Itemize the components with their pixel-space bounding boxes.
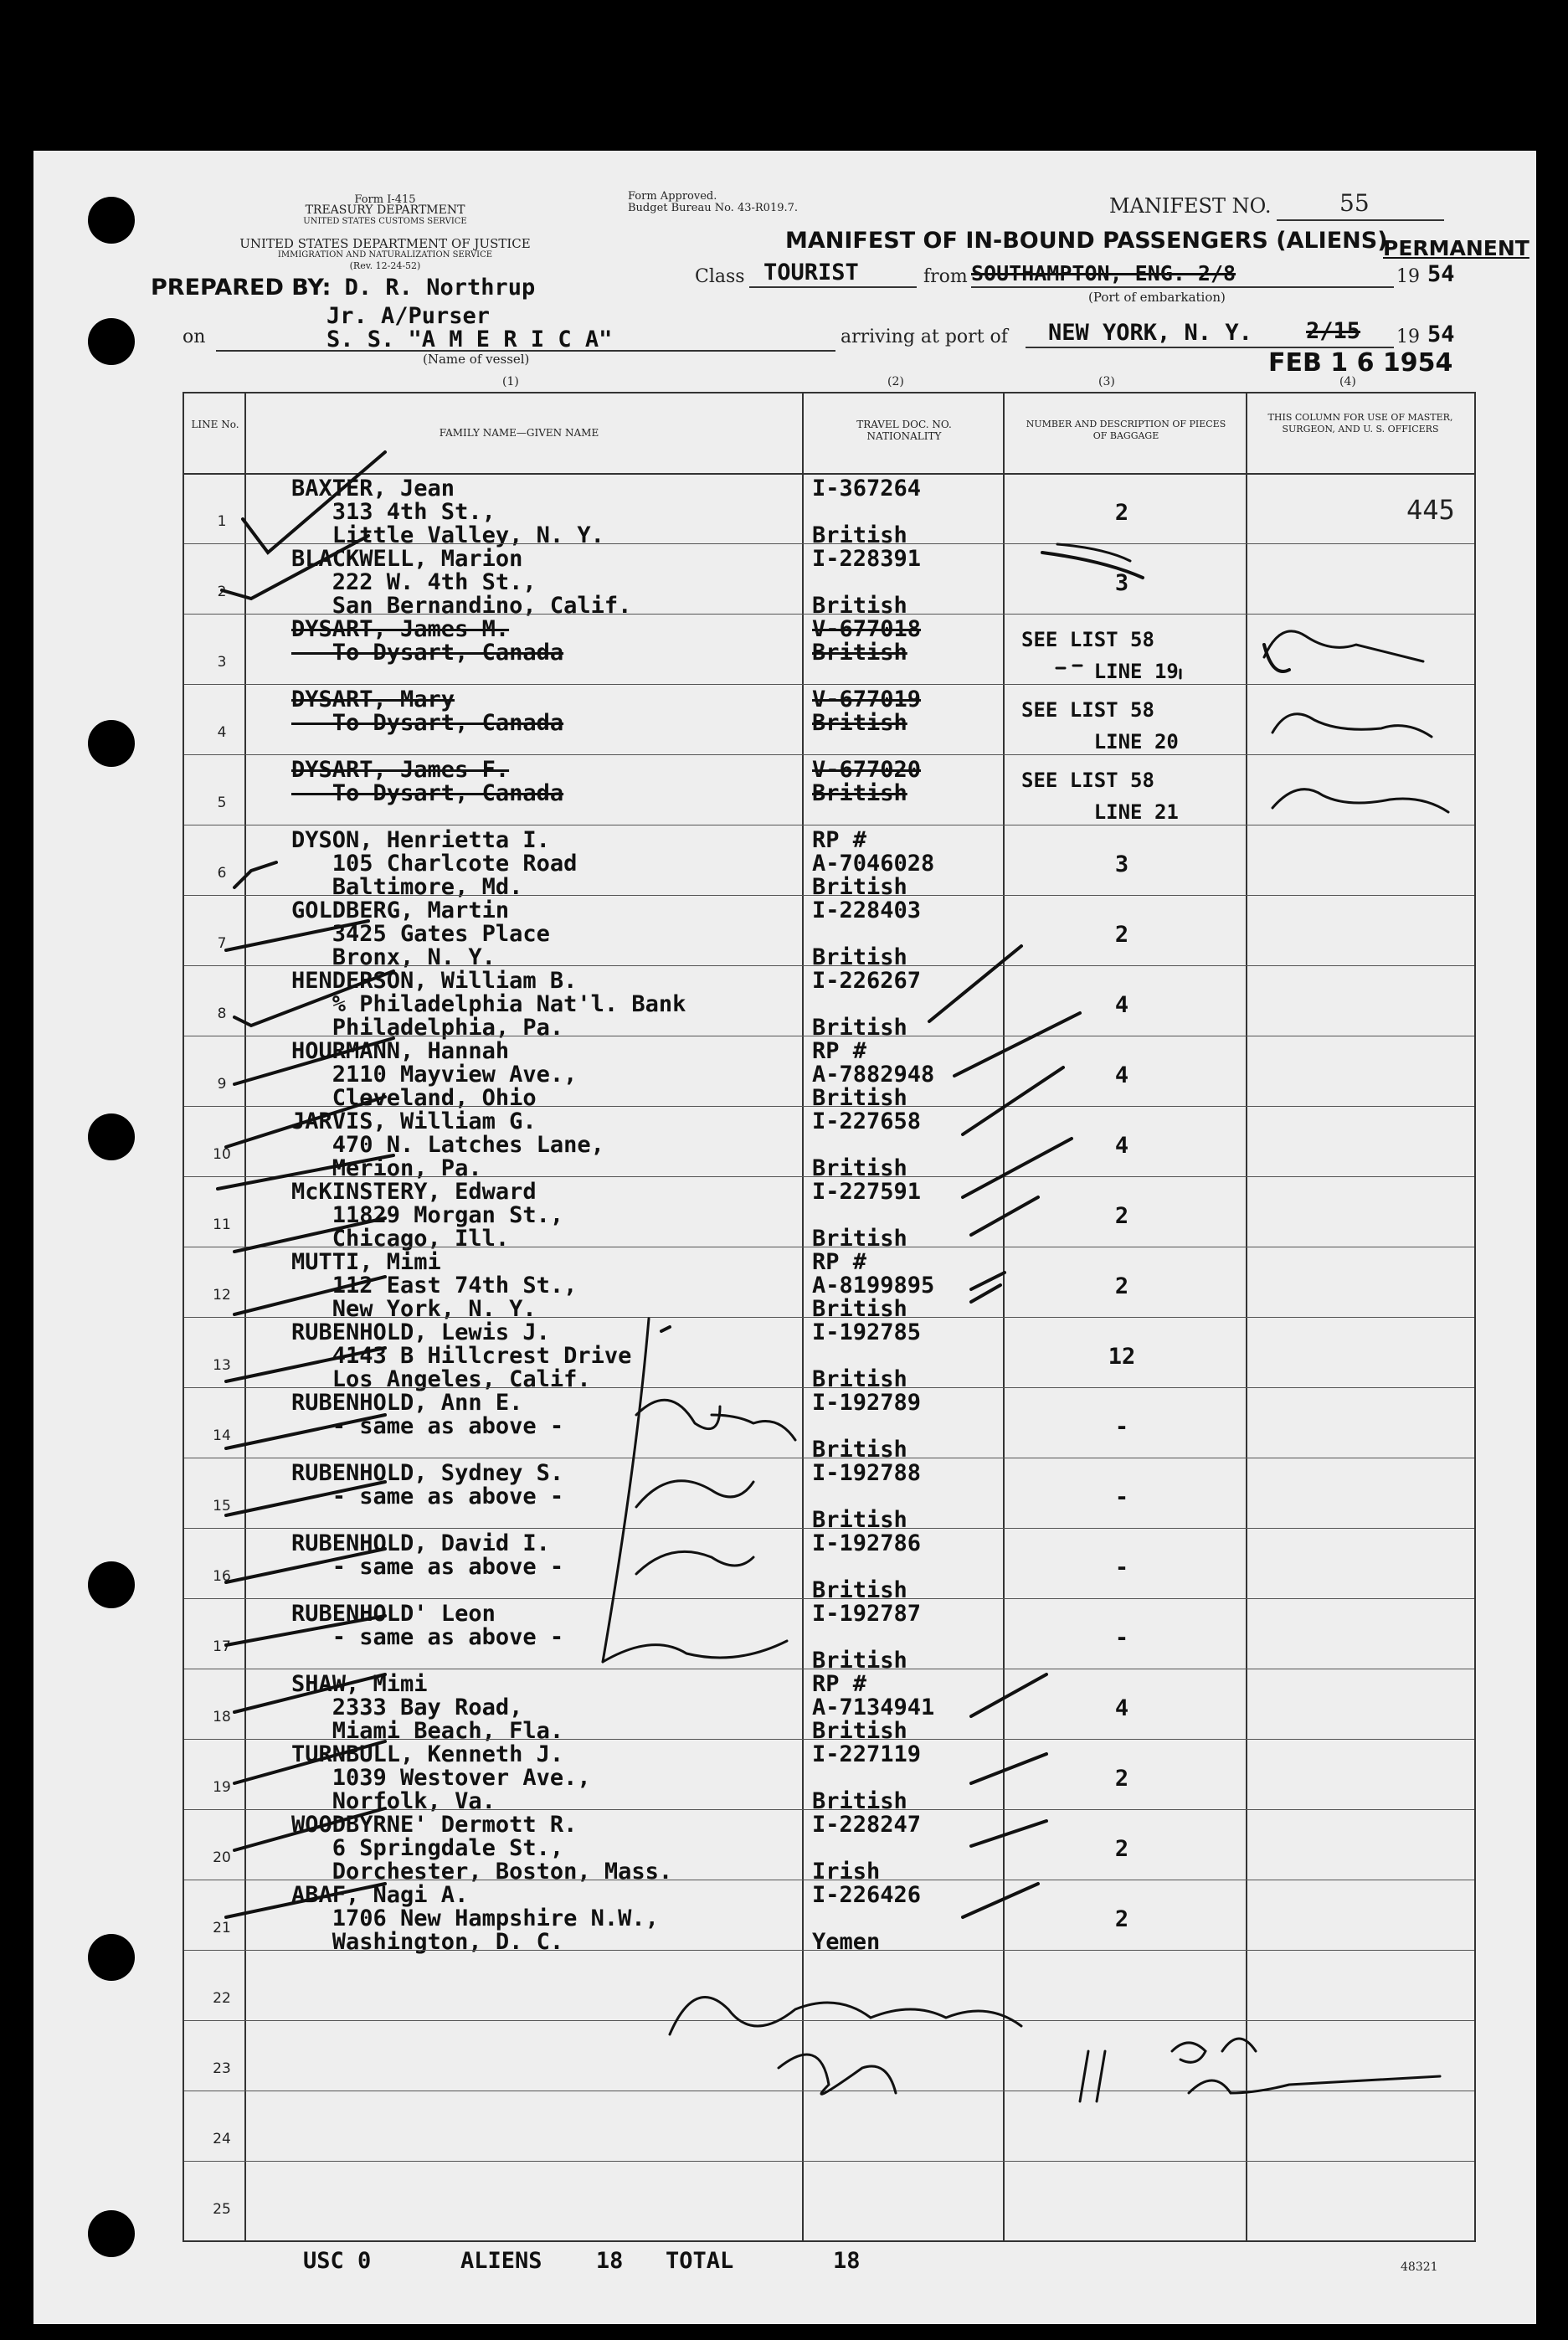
ins-service: IMMIGRATION AND NATURALIZATION SERVICE <box>277 250 493 260</box>
form-approved: Form Approved. <box>628 190 717 203</box>
passenger-address: 470 N. Latches Lane, <box>291 1132 604 1158</box>
passenger-address: Little Valley, N. Y. <box>291 522 604 548</box>
baggage-count: - <box>1114 1555 1129 1581</box>
passenger-address: 222 W. 4th St., <box>291 569 537 595</box>
revision: (Rev. 12-24-52) <box>349 260 421 271</box>
passenger-name: GOLDBERG, Martin <box>291 897 510 923</box>
line-number: 1 <box>217 513 227 530</box>
nationality: British <box>812 640 907 666</box>
baggage-count: 2 <box>1114 500 1129 526</box>
line-number: 4 <box>217 724 227 741</box>
form-number: Form I-415 <box>354 193 416 206</box>
nationality: Yemen <box>812 1929 881 1955</box>
travel-doc: RP # <box>812 827 867 853</box>
passenger-address: Los Angeles, Calif. <box>291 1366 591 1392</box>
line-number: 15 <box>213 1498 231 1515</box>
line-number: 3 <box>217 654 227 671</box>
line-number: 22 <box>213 1990 231 2007</box>
checkmarks <box>218 452 1289 1917</box>
line-number: 7 <box>217 935 227 952</box>
line-number: 16 <box>213 1568 231 1585</box>
line-number: 2 <box>217 584 227 600</box>
footer-usc: USC 0 <box>303 2248 372 2274</box>
baggage-count: SEE LIST 58 LINE 20 <box>1021 698 1179 753</box>
manifest-no-label: MANIFEST NO. <box>1109 194 1272 218</box>
passenger-name: TURNBULL, Kenneth J. <box>291 1741 564 1767</box>
vessel-name: S. S. "A M E R I C A" <box>326 327 613 352</box>
on-label: on <box>183 327 206 347</box>
arrival-date: 2/15 <box>1306 318 1361 344</box>
passenger-name: RUBENHOLD, Lewis J. <box>291 1319 550 1345</box>
travel-doc: RP # <box>812 1671 867 1697</box>
passenger-name: RUBENHOLD, Sydney S. <box>291 1460 564 1486</box>
baggage-count: 2 <box>1114 1906 1129 1932</box>
travel-doc: I-192788 <box>812 1460 922 1486</box>
justice-dept: UNITED STATES DEPARTMENT OF JUSTICE <box>239 236 531 251</box>
baggage-count: - <box>1114 1414 1129 1440</box>
passenger-address: Miami Beach, Fla. <box>291 1718 564 1744</box>
nationality: British <box>812 593 907 619</box>
prepared-by-label: PREPARED BY: <box>151 275 332 301</box>
nationality: British <box>812 1718 907 1744</box>
line-number: 19 <box>213 1779 231 1796</box>
passenger-name: HENDERSON, William B. <box>291 968 578 994</box>
passenger-name: DYSART, James M. <box>291 616 510 642</box>
line-number: 6 <box>217 865 227 882</box>
date-stamp: FEB 1 6 1954 <box>1268 348 1453 378</box>
passenger-name: McKINSTERY, Edward <box>291 1179 537 1205</box>
line-number: 8 <box>217 1005 227 1022</box>
year-label-2: 19 <box>1396 327 1420 347</box>
passenger-name: WOODBYRNE' Dermott R. <box>291 1812 578 1838</box>
baggage-count: - <box>1114 1625 1129 1651</box>
travel-doc: I-226426 <box>812 1882 922 1908</box>
passenger-name: BLACKWELL, Marion <box>291 546 523 572</box>
passenger-address: 1706 New Hampshire N.W., <box>291 1905 659 1931</box>
passenger-address: To Dysart, Canada <box>291 640 564 666</box>
passenger-name: RUBENHOLD' Leon <box>291 1601 496 1627</box>
baggage-ticks <box>1056 544 1180 678</box>
passenger-address: 6 Springdale St., <box>291 1835 564 1861</box>
passenger-address: - same as above - <box>291 1624 564 1650</box>
travel-doc: I-192787 <box>812 1601 922 1627</box>
travel-doc: V-677018 <box>812 616 922 642</box>
class-value: TOURIST <box>763 260 859 285</box>
passenger-address: San Bernandino, Calif. <box>291 593 632 619</box>
passenger-address: Chicago, Ill. <box>291 1226 510 1252</box>
col-name-header: FAMILY NAME—GIVEN NAME <box>439 427 599 439</box>
nationality: British <box>812 1015 907 1041</box>
passenger-address: 313 4th St., <box>291 499 496 525</box>
line-number: 17 <box>213 1638 231 1655</box>
nationality: British <box>812 1788 907 1814</box>
passenger-name: BAXTER, Jean <box>291 476 455 501</box>
year-label-1: 19 <box>1396 266 1420 287</box>
year-value-2: 54 <box>1427 321 1455 347</box>
passenger-name: HOURMANN, Hannah <box>291 1038 510 1064</box>
passenger-name: RUBENHOLD, Ann E. <box>291 1390 523 1416</box>
footer-aliens-count: 18 <box>595 2248 624 2274</box>
passenger-address: Dorchester, Boston, Mass. <box>291 1859 673 1885</box>
footer-total-label: TOTAL <box>666 2248 734 2274</box>
passenger-address: Cleveland, Ohio <box>291 1085 537 1111</box>
col-baggage-header: NUMBER AND DESCRIPTION OF PIECES OF BAGGAGE <box>1026 419 1226 441</box>
travel-doc: I-227119 <box>812 1741 922 1767</box>
travel-doc: A-7882948 <box>812 1062 935 1088</box>
passenger-name: ABAF, Nagi A. <box>291 1882 469 1908</box>
passenger-name: DYSART, Mary <box>291 687 455 712</box>
nationality: British <box>812 1437 907 1463</box>
nationality: British <box>812 522 907 548</box>
travel-doc: RP # <box>812 1249 867 1275</box>
baggage-count: 2 <box>1114 922 1129 948</box>
baggage-count: 12 <box>1108 1344 1136 1370</box>
prepared-by-name: D. R. Northrup <box>344 275 536 301</box>
nationality: British <box>812 1366 907 1392</box>
passenger-address: Merion, Pa. <box>291 1155 482 1181</box>
passenger-address: 1039 Westover Ave., <box>291 1765 591 1791</box>
bracket-relations <box>603 1319 795 1662</box>
baggage-count: 4 <box>1114 1062 1129 1088</box>
col-number-3: (3) <box>1098 375 1115 388</box>
baggage-count: 4 <box>1114 1133 1129 1159</box>
passenger-name: MUTTI, Mimi <box>291 1249 441 1275</box>
nationality: British <box>812 1577 907 1603</box>
travel-doc: I-227658 <box>812 1108 922 1134</box>
nationality: British <box>812 1296 907 1322</box>
baggage-count: 3 <box>1114 851 1129 877</box>
travel-doc: V-677019 <box>812 687 922 712</box>
nationality: British <box>812 1226 907 1252</box>
col-number-1: (1) <box>502 375 519 388</box>
travel-doc: A-8199895 <box>812 1273 935 1299</box>
passenger-address: 3425 Gates Place <box>291 921 550 947</box>
baggage-count: 2 <box>1114 1273 1129 1299</box>
line-number: 5 <box>217 795 227 811</box>
baggage-count: 4 <box>1114 992 1129 1018</box>
col-number-2: (2) <box>887 375 904 388</box>
passenger-address: 112 East 74th St., <box>291 1273 578 1299</box>
port-embark-caption: (Port of embarkation) <box>1088 290 1226 305</box>
baggage-count: 2 <box>1114 1203 1129 1229</box>
travel-doc: I-192785 <box>812 1319 922 1345</box>
baggage-count: 3 <box>1114 570 1129 596</box>
prepared-by-title: Jr. A/Purser <box>326 303 491 329</box>
footer-total-count: 18 <box>833 2248 861 2274</box>
line-number: 25 <box>213 2201 231 2218</box>
passenger-address: 105 Charlcote Road <box>291 851 578 877</box>
passenger-name: JARVIS, William G. <box>291 1108 537 1134</box>
passenger-address: To Dysart, Canada <box>291 710 564 736</box>
baggage-count: 2 <box>1114 1836 1129 1862</box>
year-value-1: 54 <box>1427 261 1455 287</box>
passenger-name: SHAW, Mimi <box>291 1671 428 1697</box>
passenger-address: - same as above - <box>291 1413 564 1439</box>
signatures <box>670 631 1448 2101</box>
nationality: British <box>812 1507 907 1533</box>
line-number: 14 <box>213 1427 231 1444</box>
nationality: Irish <box>812 1859 881 1885</box>
nationality: British <box>812 710 907 736</box>
line-number: 10 <box>213 1146 231 1163</box>
travel-doc: I-228403 <box>812 897 922 923</box>
line-number: 24 <box>213 2131 231 2147</box>
arriving-label: arriving at port of <box>841 327 1008 347</box>
passenger-name: RUBENHOLD, David I. <box>291 1530 550 1556</box>
passenger-address: Norfolk, Va. <box>291 1788 496 1814</box>
nationality: British <box>812 780 907 806</box>
arrival-port: NEW YORK, N. Y. <box>1048 320 1252 346</box>
baggage-count: SEE LIST 58 LINE 19 <box>1021 628 1179 683</box>
baggage-count: SEE LIST 58 LINE 21 <box>1021 769 1179 824</box>
passenger-address: - same as above - <box>291 1554 564 1580</box>
passenger-address: 4143 B Hillcrest Drive <box>291 1343 632 1369</box>
col-travel-header: TRAVEL DOC. NO. NATIONALITY <box>856 419 952 442</box>
col-number-4: (4) <box>1339 375 1356 388</box>
line-number: 23 <box>213 2060 231 2077</box>
travel-doc: RP # <box>812 1038 867 1064</box>
travel-doc: I-227591 <box>812 1179 922 1205</box>
customs-service: UNITED STATES CUSTOMS SERVICE <box>303 217 467 226</box>
passenger-address: 2333 Bay Road, <box>291 1695 523 1720</box>
manifest-no: 55 <box>1339 189 1370 217</box>
nationality: British <box>812 944 907 970</box>
travel-doc: I-228247 <box>812 1812 922 1838</box>
travel-doc: I-367264 <box>812 476 922 501</box>
passenger-address: Bronx, N. Y. <box>291 944 496 970</box>
passenger-address: Washington, D. C. <box>291 1929 564 1955</box>
embark-port: SOUTHAMPTON, ENG. 2/8 <box>971 261 1236 285</box>
manifest-title: MANIFEST OF IN-BOUND PASSENGERS (ALIENS) <box>785 228 1388 254</box>
travel-doc: I-192786 <box>812 1530 922 1556</box>
budget-bureau: Budget Bureau No. 43-R019.7. <box>628 202 799 214</box>
passenger-name: DYSON, Henrietta I. <box>291 827 550 853</box>
travel-doc: A-7134941 <box>812 1695 935 1720</box>
class-label: Class <box>695 266 745 287</box>
baggage-count: 2 <box>1114 1766 1129 1792</box>
baggage-count: 4 <box>1114 1695 1129 1721</box>
travel-doc: V-677020 <box>812 757 922 783</box>
passenger-address: % Philadelphia Nat'l. Bank <box>291 991 686 1017</box>
line-number: 11 <box>213 1216 231 1233</box>
passenger-address: New York, N. Y. <box>291 1296 537 1322</box>
passenger-address: 11829 Morgan St., <box>291 1202 564 1228</box>
passenger-name: DYSART, James F. <box>291 757 510 783</box>
travel-doc: I-226267 <box>812 968 922 994</box>
line-number: 9 <box>217 1076 227 1093</box>
baggage-count: - <box>1114 1484 1129 1510</box>
nationality: British <box>812 1085 907 1111</box>
vessel-caption: (Name of vessel) <box>423 352 530 367</box>
nationality: British <box>812 1155 907 1181</box>
line-number: 12 <box>213 1287 231 1304</box>
passenger-address: 2110 Mayview Ave., <box>291 1062 578 1088</box>
from-label: from <box>923 266 968 287</box>
footer-form-code: 48321 <box>1401 2260 1438 2274</box>
treasury-dept: TREASURY DEPARTMENT <box>305 203 465 217</box>
passenger-address: To Dysart, Canada <box>291 780 564 806</box>
officer-note: 445 <box>1406 494 1455 526</box>
permanent-stamp: PERMANENT <box>1383 236 1529 260</box>
line-number: 20 <box>213 1849 231 1866</box>
line-number: 18 <box>213 1709 231 1725</box>
passenger-address: Baltimore, Md. <box>291 874 523 900</box>
line-number: 13 <box>213 1357 231 1374</box>
passenger-address: - same as above - <box>291 1484 564 1509</box>
nationality: British <box>812 874 907 900</box>
travel-doc: I-192789 <box>812 1390 922 1416</box>
line-number: 21 <box>213 1920 231 1936</box>
nationality: British <box>812 1648 907 1674</box>
footer-aliens-label: ALIENS <box>460 2248 542 2274</box>
travel-doc: I-228391 <box>812 546 922 572</box>
passenger-address: Philadelphia, Pa. <box>291 1015 564 1041</box>
travel-doc: A-7046028 <box>812 851 935 877</box>
col-line-header: LINE No. <box>191 419 239 430</box>
col-officers-header: THIS COLUMN FOR USE OF MASTER, SURGEON, AND U. S. OFFICERS <box>1267 412 1453 435</box>
